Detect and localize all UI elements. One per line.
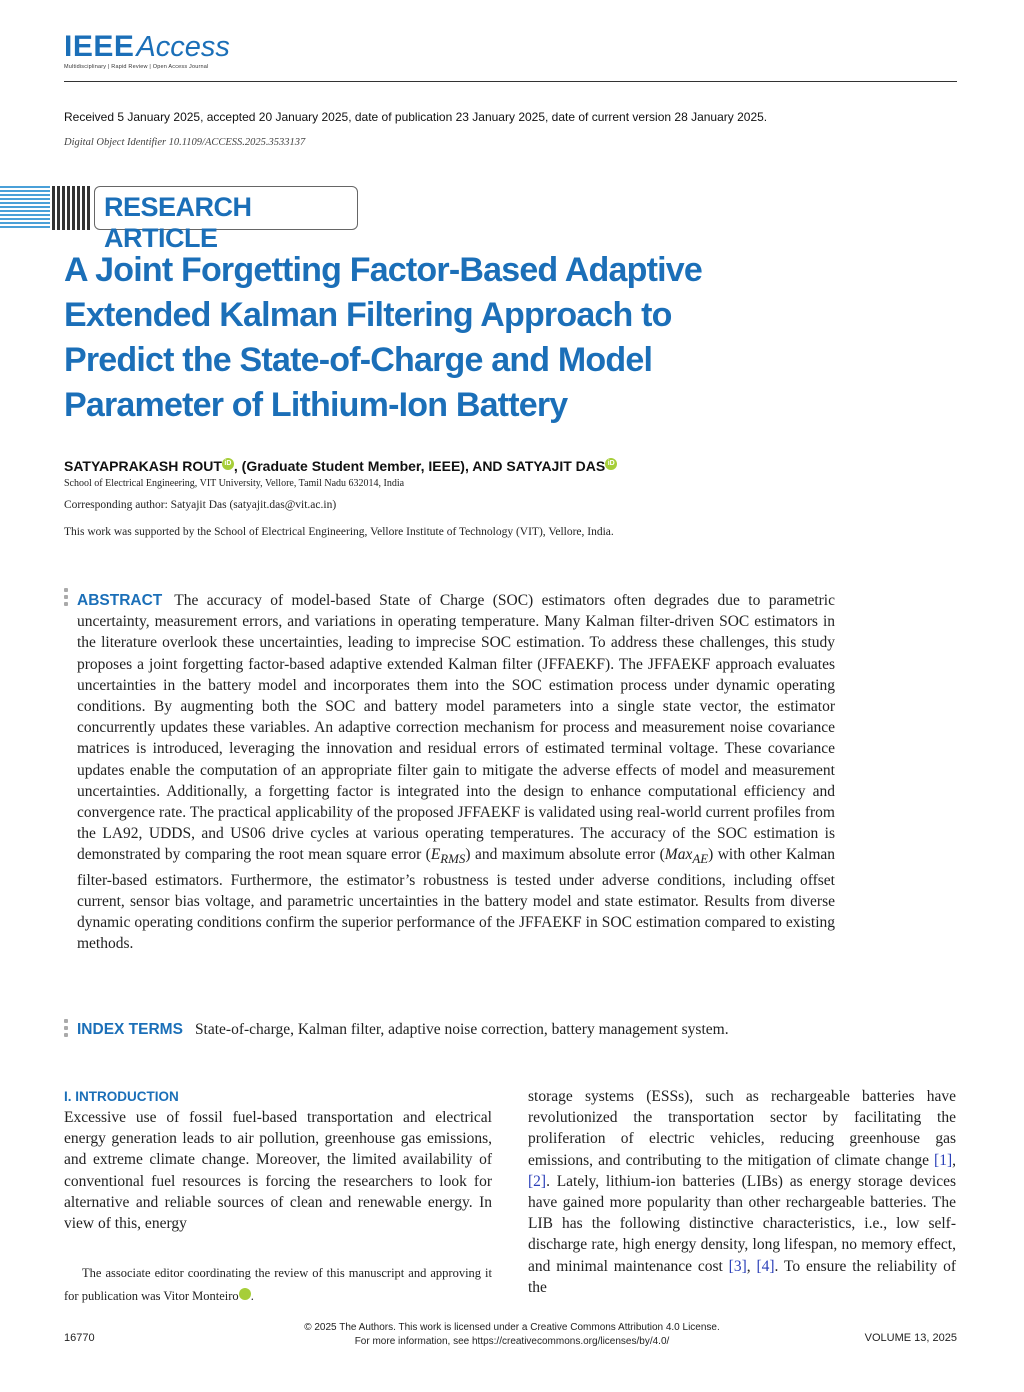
index-terms-text: State-of-charge, Kalman filter, adaptive noise correction, battery management system. <box>194 1021 729 1038</box>
volume-label: VOLUME 13, 2025 <box>864 1332 957 1344</box>
corresponding-author: Corresponding author: Satyajit Das (satyajit.das@vit.ac.in) <box>64 499 337 511</box>
header-divider <box>64 81 957 82</box>
orcid-icon[interactable]: iD <box>239 1288 251 1300</box>
editor-footnote <box>64 1262 492 1308</box>
affiliation: School of Electrical Engineering, VIT University, Vellore, Tamil Nadu 632014, India <box>64 478 405 489</box>
maxae-subscript: AE <box>692 851 709 867</box>
citation-link[interactable]: [3] <box>728 1257 747 1275</box>
abstract-text-a: The accuracy of model-based State of Charge (SOC) estimators often degrades due to parametric uncertainty, measurement errors, and variations in operating temperature. Many Kalman filter-driven SOC estimators in the literature overlook these uncertainties, leading to imprecise SOC estimation. To address these challenges, this study proposes a joint forgetting factor-based adaptive extended Kalman filter (JFFAEKF). The JFFAEKF approach evaluates uncertainties in the battery model and incorporates them into the SOC estimation process under dynamic operating conditions. By augmenting both the SOC and battery model parameters into a single state vector, the estimator concurrently updates these variables. An adaptive correction mechanism for process and measurement noise covariance matrices is introduced, leveraging the innovation and residual errors of estimated terminal voltage. These covariance updates enable the computation of an appropriate filter gain to mitigate the adverse effects of model and measurement uncertainties. Additionally, a forgetting factor is integrated into the design to enhance computational efficiency and convergence rate. The practical applicability of the proposed JFFAEKF is validated using real-world current profiles from the LA92, UDDS, and US06 drive cycles at various operating temperatures. The accuracy of the SOC estimation is demonstrated by comparing the root mean square error ( <box>77 592 835 864</box>
license-line-1: © 2025 The Authors. This work is licensed under a Creative Commons Attribution 4.0 License. <box>304 1322 720 1333</box>
license-line-2[interactable]: For more information, see https://creativecommons.org/licenses/by/4.0/ <box>354 1336 670 1347</box>
erms-subscript: RMS <box>440 851 466 867</box>
citation-link[interactable]: [2] <box>528 1172 547 1190</box>
orcid-icon[interactable]: iD <box>605 458 617 470</box>
citation-link[interactable]: [4] <box>756 1257 775 1275</box>
intro-column-left: Excessive use of fossil fuel-based transportation and electrical energy generation leads to air pollution, greenhouse gas emissions, and extreme climate change. Moreover, the limited availability of conventional fuel resources is forcing the researchers to look for alternative and reliable sources of clean and renewable energy. In view of this, energy <box>64 1109 492 1233</box>
author-line-rest: , (Graduate Student Member, IEEE), AND SATYAJIT DAS <box>233 458 606 474</box>
doi[interactable]: Digital Object Identifier 10.1109/ACCESS.2025.3533137 <box>64 137 306 148</box>
author-1: SATYAPRAKASH ROUT <box>64 458 222 474</box>
intro-column-right <box>528 1086 956 1298</box>
logo-access: Access <box>136 31 230 63</box>
logo-ieee: IEEE <box>64 30 135 63</box>
orcid-icon[interactable]: iD <box>222 458 234 470</box>
abstract-heading: ABSTRACT <box>77 592 163 609</box>
intro-col2-a: storage systems (ESSs), such as rechargeable batteries have revolutionized the transportation sector by facilitating the proliferation of electric vehicles, reducing greenhouse gas emissions, and contributing to the mitigation of climate change <box>528 1088 956 1169</box>
erms-symbol: E <box>430 846 441 864</box>
banner-stripes <box>0 186 50 230</box>
abstract-text-c: ) with other Kalman filter-based estimators. Furthermore, the estimator’s robustness is tested under adverse conditions, including offset current, sensor bias voltage, and parametric uncertainties in the battery model and state estimator. Results from diverse dynamic operating conditions confirm the superior performance of the JFFAEKF in SOC estimation compared to existing methods. <box>77 846 836 953</box>
paper-title: A Joint Forgetting Factor-Based Adaptive Extended Kalman Filtering Approach to Predict the State-of-Charge and Model Parameter of Lithium-Ion Battery <box>64 251 702 424</box>
intro-col2-c: . To ensure the reliability of the <box>528 1257 957 1296</box>
journal-logo <box>64 30 230 70</box>
page-number: 16770 <box>64 1332 95 1344</box>
citation-separator: , <box>952 1151 956 1169</box>
banner-label: RESEARCH ARTICLE <box>104 192 252 253</box>
index-terms-dots <box>64 1019 68 1040</box>
editor-note-end: . <box>250 1289 254 1303</box>
section-heading-introduction: I. INTRODUCTION <box>64 1089 179 1104</box>
index-terms <box>77 1021 877 1039</box>
abstract <box>77 590 835 955</box>
citation-separator: , <box>746 1257 757 1275</box>
research-article-banner <box>0 186 360 253</box>
abstract-text-b: ) and maximum absolute error ( <box>465 846 665 864</box>
logo-tagline: Multidisciplinary | Rapid Review | Open Access Journal <box>64 64 209 70</box>
funding-note: This work was supported by the School of Electrical Engineering, Vellore Institute of Technology (VIT), Vellore, India. <box>64 526 614 538</box>
citation-link[interactable]: [1] <box>934 1151 953 1169</box>
author-line <box>64 458 617 474</box>
abstract-dots <box>64 588 68 609</box>
index-terms-heading: INDEX TERMS <box>77 1021 183 1038</box>
editor-note-text: The associate editor coordinating the review of this manuscript and approving it for publication was Vitor Monteiro <box>64 1266 492 1303</box>
banner-bars <box>52 186 90 230</box>
received-dates: Received 5 January 2025, accepted 20 January 2025, date of publication 23 January 2025, date of current version 28 January 2025. <box>64 110 768 124</box>
maxae-symbol: Max <box>664 846 693 864</box>
intro-col2-b: . Lately, lithium-ion batteries (LIBs) as energy storage devices have gained more popularity than other rechargeable batteries. The LIB has the following distinctive characteristics, i.e., low self-discharge rate, high energy density, long lifespan, no memory effect, and minimal maintenance cost <box>528 1172 956 1275</box>
